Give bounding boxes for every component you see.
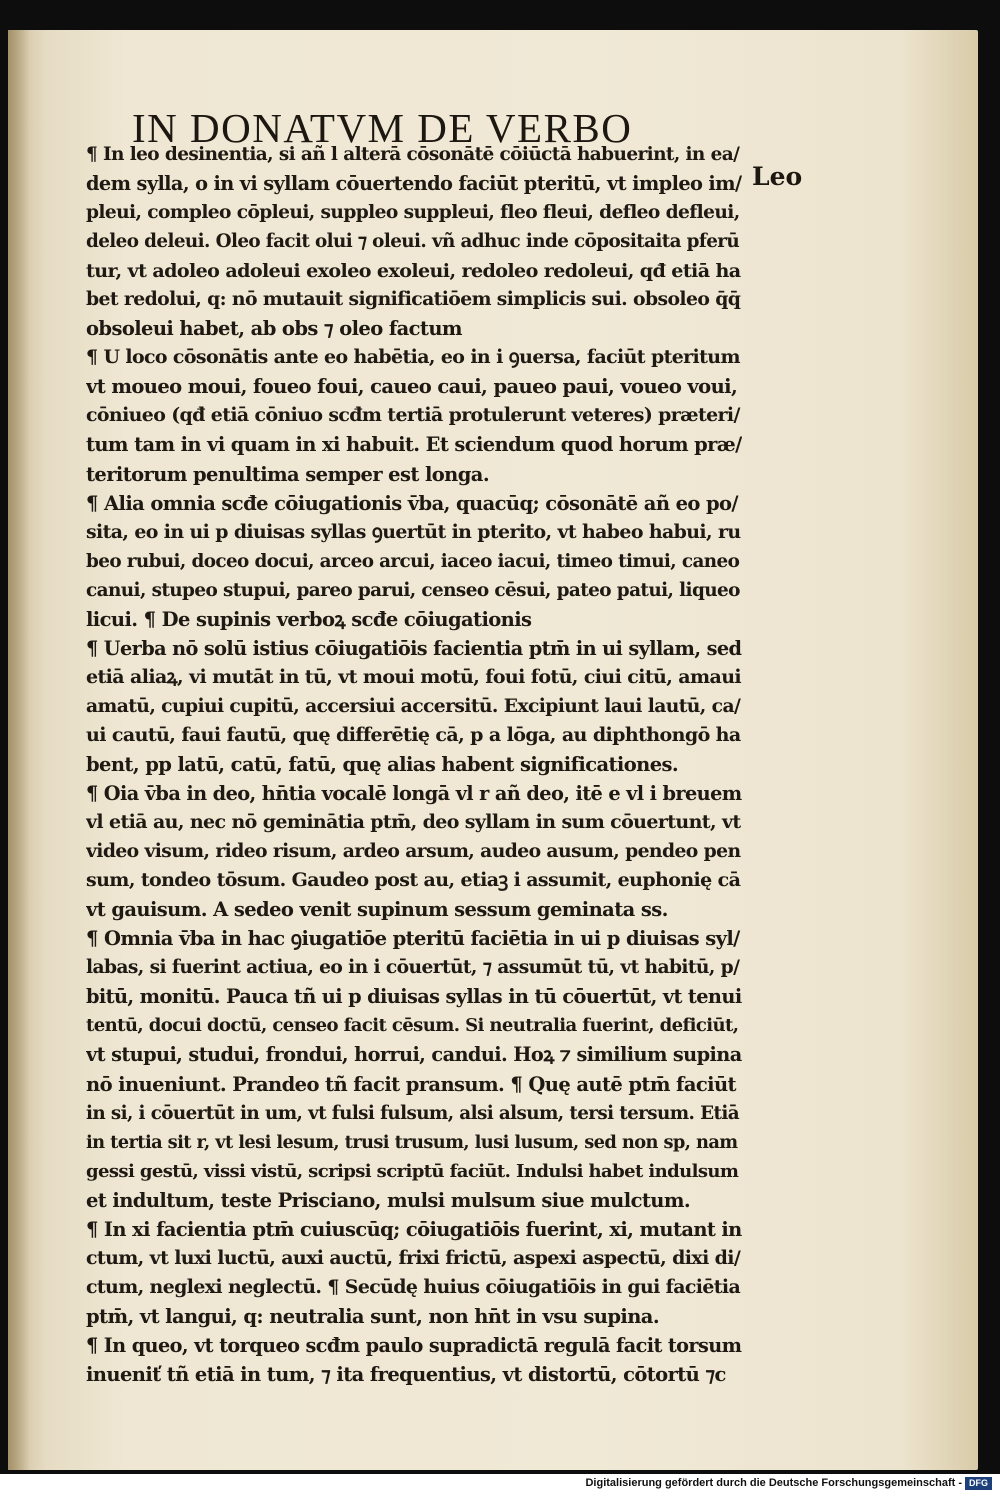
- text-line: vt gauisum. A sedeo venit supinum sessum geminata ss.: [86, 898, 668, 922]
- text-line: tur, vt adoleo adoleui exoleo exoleui, redoleo redoleui, qđ etiā ha: [86, 259, 741, 283]
- text-line: tentū, docui doctū, censeo facit cēsum. Si neutralia fuerint, deficiūt,: [86, 1015, 739, 1037]
- text-line: licui. ¶ De supinis verboꝝ scđe cōiugationis: [86, 607, 532, 631]
- text-line: ¶ Oia v̄ba in deo, hn̄tia vocalē longā vl r añ deo, itē e vl i breuem: [86, 782, 742, 806]
- text-line: ¶ In queo, vt torqueo scđm paulo supradictā regulā facit torsum: [86, 1333, 742, 1357]
- text-line: cōniueo (qđ etiā cōniuo scđm tertiā protulerunt veteres) præteri/: [86, 404, 740, 427]
- text-line: ¶ Uerba nō solū istius cōiugatiōis facientia ptm̄ in ui syllam, sed: [86, 636, 742, 660]
- text-line: beo rubui, doceo docui, arceo arcui, iaceo iacui, timeo timui, caneo: [86, 550, 740, 572]
- text-line: pleui, compleo cōpleui, suppleo suppleui, fleo fleui, defleo defleui,: [86, 202, 740, 224]
- marginal-note: Leo: [752, 162, 803, 191]
- text-line: etiā aliaꝝ, vi mutāt in tū, vt moui motū, foui fotū, ciui citū, amaui: [86, 665, 742, 688]
- text-line: tum tam in vi quam in xi habuit. Et sciendum quod horum præ/: [86, 433, 742, 457]
- text-line: sita, eo in ui p diuisas syllas ꝯuertūt in pterito, vt habeo habui, ru: [86, 520, 741, 543]
- text-line: ¶ Omnia v̄ba in hac ꝯiugatiōe pteritū faciētia in ui p diuisas syl/: [86, 927, 740, 951]
- dfg-logo: DFG: [965, 1477, 992, 1490]
- text-line: ptm̄, vt langui, q: neutralia sunt, non hn̄t in vsu supina.: [86, 1304, 660, 1328]
- text-line: ¶ In leo desinentia, si añ l alterā cōsonātē cōiūctā habuerint, in ea/: [86, 144, 740, 165]
- page-gutter-shadow: [8, 30, 30, 1470]
- text-line: video visum, rideo risum, ardeo arsum, audeo ausum, pendeo pen: [86, 840, 741, 863]
- text-line: gessi gestū, vissi vistū, scripsi scriptū faciūt. Indulsi habet indulsum: [86, 1160, 739, 1182]
- digitization-credit: Digitalisierung gefördert durch die Deutsche Forschungsgemeinschaft -: [585, 1477, 962, 1489]
- text-line: vl etiā au, nec nō geminātia ptm̄, deo syllam in sum cōuertunt, vt: [86, 811, 741, 834]
- text-line: ctum, neglexi neglectū. ¶ Secūdę huius cōiugatiōis in gui faciētia: [86, 1275, 741, 1298]
- text-line: vt moueo moui, foueo foui, caueo caui, paueo paui, voueo voui,: [86, 375, 738, 399]
- running-head: IN DONATVM DE VERBO: [132, 105, 633, 151]
- text-line: bet redolui, q: nō mutauit significatiōem simplicis sui. obsoleo q̄q̄: [86, 288, 741, 311]
- text-line: in si, i cōuertūt in um, vt fulsi fulsum, alsi alsum, tersi tersum. Etiā: [86, 1102, 740, 1124]
- text-line: bitū, monitū. Pauca tñ ui p diuisas syllas in tū cōuertūt, vt tenui: [86, 985, 742, 1009]
- text-line: nō inueniunt. Prandeo tñ facit pransum. ¶ Quę autē ptm̄ faciūt: [86, 1072, 736, 1096]
- text-line: in tertia sit r, vt lesi lesum, trusi trusum, lusi lusum, sed non sp, nam: [86, 1131, 738, 1153]
- text-line: canui, stupeo stupui, pareo parui, censeo cēsui, pateo patui, liqueo: [86, 579, 740, 601]
- text-line: et indultum, teste Prisciano, mulsi mulsum siue mulctum.: [86, 1188, 691, 1212]
- text-line: ¶ U loco cōsonātis ante eo habētia, eo in i ꝯuersa, faciūt pteritum: [86, 346, 740, 369]
- text-line: inueniť tñ etiā in tum, ⁊ ita frequentius, vt distortū, cōtortū ⁊c: [86, 1362, 726, 1386]
- text-line: amatū, cupiui cupitū, accersiui accersitū. Excipiunt laui lautū, ca/: [86, 694, 741, 717]
- text-line: ¶ In xi facientia ptm̄ cuiuscūq; cōiugatiōis fuerint, xi, mutant in: [86, 1217, 742, 1241]
- text-line: vt stupui, studui, frondui, horrui, candui. Hoꝝ ⁊ similium supina: [86, 1043, 742, 1067]
- text-line: obsoleui habet, ab obs ⁊ oleo factum: [86, 317, 462, 341]
- text-line: dem sylla, o in vi syllam cōuertendo faciūt pteritū, vt impleo im/: [86, 172, 742, 196]
- text-line: ctum, vt luxi luctū, auxi auctū, frixi frictū, aspexi aspectū, dixi di/: [86, 1246, 741, 1269]
- text-line: ui cautū, faui fautū, quę differētię cā, p a lōga, au diphthongō ha: [86, 723, 741, 746]
- text-line: teritorum penultima semper est longa.: [86, 462, 490, 486]
- text-line: deleo deleui. Oleo facit olui ⁊ oleui. vñ adhuc inde cōpositaita pferū: [86, 231, 740, 253]
- text-line: sum, tondeo tōsum. Gaudeo post au, etiaꝫ i assumit, euphonię cā: [86, 869, 741, 892]
- text-line: bent, pp latū, catū, fatū, quę alias habent significationes.: [86, 752, 679, 776]
- text-line: labas, si fuerint actiua, eo in i cōuertūt, ⁊ assumūt tū, vt habitū, p/: [86, 956, 740, 979]
- text-line: ¶ Alia omnia scđe cōiugationis v̄ba, quacūq; cōsonātē añ eo po/: [86, 491, 738, 515]
- body-text: [86, 140, 742, 1389]
